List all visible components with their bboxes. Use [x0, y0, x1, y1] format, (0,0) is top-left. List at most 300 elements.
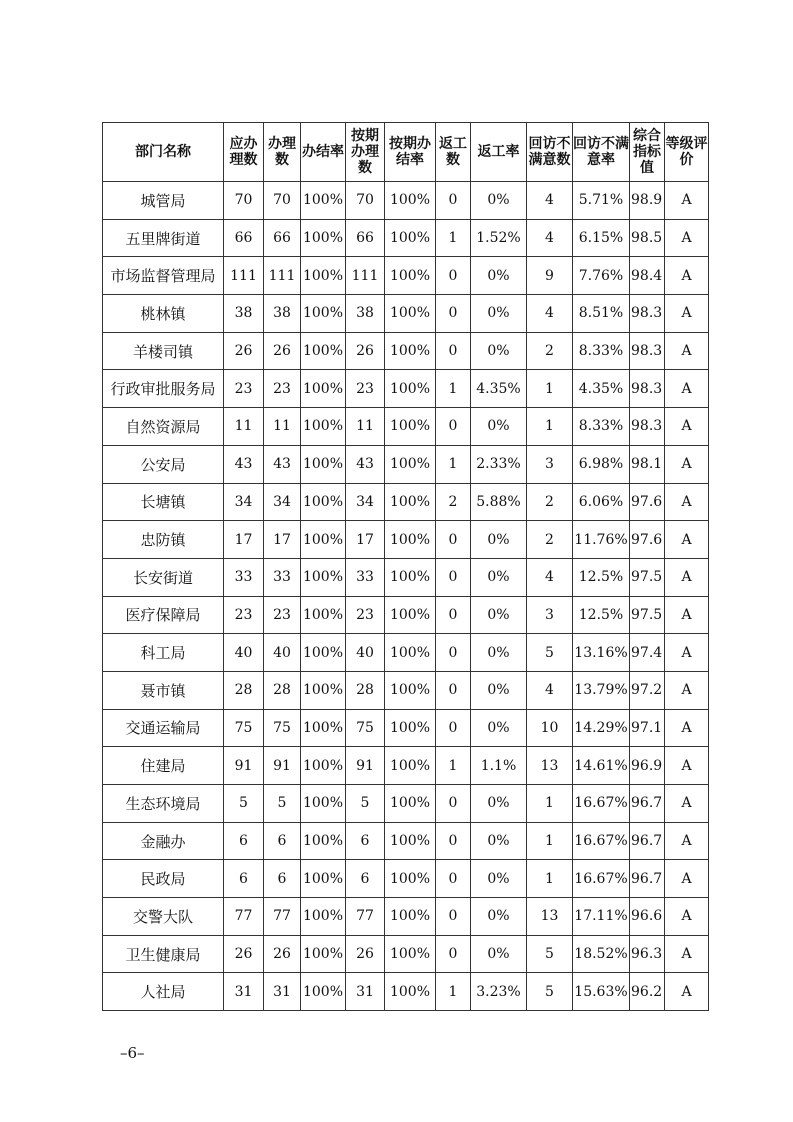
table-cell: 77	[224, 898, 264, 936]
table-cell: 6	[346, 860, 385, 898]
table-cell: 100%	[385, 558, 436, 596]
table-cell: 43	[224, 445, 264, 483]
department-name: 医疗保障局	[103, 596, 224, 634]
table-cell: 0%	[471, 822, 527, 860]
table-cell: 5.88%	[471, 483, 527, 521]
table-cell: 0	[436, 521, 471, 559]
table-cell: 4	[527, 182, 573, 220]
table-cell: 1.52%	[471, 219, 527, 257]
column-header: 办结率	[301, 123, 346, 182]
department-name: 科工局	[103, 634, 224, 672]
table-cell: 100%	[301, 747, 346, 785]
table-cell: 0	[436, 785, 471, 823]
table-cell: 4.35%	[573, 370, 630, 408]
table-cell: 98.3	[630, 370, 665, 408]
table-cell: 97.6	[630, 521, 665, 559]
table-cell: 100%	[301, 408, 346, 446]
table-cell: 100%	[301, 596, 346, 634]
table-cell: 98.3	[630, 295, 665, 333]
table-cell: 4	[527, 219, 573, 257]
table-cell: 23	[224, 370, 264, 408]
table-cell: 26	[264, 935, 301, 973]
table-cell: 1	[527, 822, 573, 860]
table-cell: 0	[436, 295, 471, 333]
table-cell: 0	[436, 332, 471, 370]
column-header: 按期办结率	[385, 123, 436, 182]
table-cell: 5.71%	[573, 182, 630, 220]
department-name: 忠防镇	[103, 521, 224, 559]
table-cell: 6	[224, 822, 264, 860]
table-cell: 15.63%	[573, 973, 630, 1011]
table-cell: A	[665, 973, 709, 1011]
table-cell: 100%	[301, 257, 346, 295]
table-cell: 97.5	[630, 558, 665, 596]
table-cell: 38	[224, 295, 264, 333]
table-row	[103, 785, 709, 823]
table-cell: 1	[436, 747, 471, 785]
table-cell: 0%	[471, 634, 527, 672]
table-cell: 100%	[385, 483, 436, 521]
department-name: 交通运输局	[103, 709, 224, 747]
department-name: 五里牌街道	[103, 219, 224, 257]
column-header: 返工数	[436, 123, 471, 182]
table-cell: 91	[264, 747, 301, 785]
department-name: 生态环境局	[103, 785, 224, 823]
table-cell: 91	[346, 747, 385, 785]
table-row	[103, 219, 709, 257]
table-cell: 0%	[471, 558, 527, 596]
table-cell: A	[665, 182, 709, 220]
table-row	[103, 445, 709, 483]
column-header: 返工率	[471, 123, 527, 182]
table-cell: A	[665, 596, 709, 634]
table-cell: 1	[527, 408, 573, 446]
table-cell: 70	[346, 182, 385, 220]
department-name: 人社局	[103, 973, 224, 1011]
table-cell: 98.1	[630, 445, 665, 483]
table-cell: A	[665, 521, 709, 559]
table-row	[103, 822, 709, 860]
table-cell: 100%	[385, 445, 436, 483]
table-cell: 2.33%	[471, 445, 527, 483]
table-cell: 0%	[471, 709, 527, 747]
table-cell: 100%	[385, 182, 436, 220]
table-cell: 0	[436, 860, 471, 898]
table-cell: 38	[346, 295, 385, 333]
table-row	[103, 898, 709, 936]
table-cell: 100%	[301, 671, 346, 709]
table-cell: A	[665, 257, 709, 295]
table-cell: 17	[346, 521, 385, 559]
department-name: 自然资源局	[103, 408, 224, 446]
department-name: 卫生健康局	[103, 935, 224, 973]
department-name: 公安局	[103, 445, 224, 483]
table-cell: 11	[346, 408, 385, 446]
table-cell: 11.76%	[573, 521, 630, 559]
table-cell: A	[665, 483, 709, 521]
table-cell: 31	[224, 973, 264, 1011]
table-cell: 96.2	[630, 973, 665, 1011]
table-cell: 75	[264, 709, 301, 747]
table-cell: 97.4	[630, 634, 665, 672]
table-cell: A	[665, 709, 709, 747]
table-cell: 100%	[385, 295, 436, 333]
table-cell: 0%	[471, 671, 527, 709]
table-cell: 100%	[301, 445, 346, 483]
table-cell: A	[665, 898, 709, 936]
table-cell: 4.35%	[471, 370, 527, 408]
table-cell: 1	[436, 973, 471, 1011]
table-cell: 6.06%	[573, 483, 630, 521]
table-cell: A	[665, 445, 709, 483]
table-cell: 4	[527, 671, 573, 709]
table-cell: 26	[224, 332, 264, 370]
table-cell: 11	[224, 408, 264, 446]
table-cell: 0	[436, 596, 471, 634]
table-cell: 33	[264, 558, 301, 596]
table-cell: 100%	[385, 898, 436, 936]
table-row	[103, 408, 709, 446]
department-name: 交警大队	[103, 898, 224, 936]
table-cell: 100%	[301, 295, 346, 333]
table-cell: 70	[224, 182, 264, 220]
table-cell: 100%	[385, 257, 436, 295]
table-cell: 100%	[385, 332, 436, 370]
table-cell: 26	[346, 935, 385, 973]
table-row	[103, 709, 709, 747]
table-cell: A	[665, 558, 709, 596]
table-cell: 100%	[385, 709, 436, 747]
table-cell: A	[665, 332, 709, 370]
department-name: 金融办	[103, 822, 224, 860]
table-cell: 0	[436, 671, 471, 709]
table-cell: 33	[224, 558, 264, 596]
table-cell: 100%	[385, 935, 436, 973]
table-cell: 7.76%	[573, 257, 630, 295]
table-cell: 1	[436, 370, 471, 408]
table-cell: 5	[527, 634, 573, 672]
table-cell: 98.3	[630, 332, 665, 370]
table-cell: 43	[264, 445, 301, 483]
department-name: 城管局	[103, 182, 224, 220]
table-cell: 13	[527, 747, 573, 785]
table-cell: 75	[224, 709, 264, 747]
table-cell: A	[665, 634, 709, 672]
table-cell: 100%	[301, 709, 346, 747]
table-cell: 18.52%	[573, 935, 630, 973]
table-cell: 77	[264, 898, 301, 936]
table-cell: 0%	[471, 257, 527, 295]
table-cell: 98.9	[630, 182, 665, 220]
table-cell: 100%	[385, 370, 436, 408]
table-cell: 97.1	[630, 709, 665, 747]
table-cell: 98.4	[630, 257, 665, 295]
table-cell: 31	[264, 973, 301, 1011]
table-cell: A	[665, 860, 709, 898]
table-cell: 0	[436, 182, 471, 220]
table-cell: 28	[346, 671, 385, 709]
table-cell: 0%	[471, 898, 527, 936]
table-cell: 6	[264, 822, 301, 860]
table-row	[103, 860, 709, 898]
table-cell: 17.11%	[573, 898, 630, 936]
table-cell: 5	[527, 935, 573, 973]
table-cell: A	[665, 408, 709, 446]
column-header: 回访不满意数	[527, 123, 573, 182]
table-cell: 17	[264, 521, 301, 559]
table-cell: 100%	[301, 521, 346, 559]
table-cell: 16.67%	[573, 785, 630, 823]
table-cell: 5	[224, 785, 264, 823]
table-cell: 0%	[471, 860, 527, 898]
page-number: –6–	[120, 1044, 145, 1062]
table-cell: 26	[224, 935, 264, 973]
column-header: 按期办理数	[346, 123, 385, 182]
table-cell: 100%	[301, 634, 346, 672]
department-name: 桃林镇	[103, 295, 224, 333]
table-cell: 10	[527, 709, 573, 747]
table-cell: 0	[436, 634, 471, 672]
table-cell: 12.5%	[573, 558, 630, 596]
table-row	[103, 295, 709, 333]
table-row	[103, 634, 709, 672]
table-cell: 66	[224, 219, 264, 257]
table-cell: 0	[436, 822, 471, 860]
table-cell: 1.1%	[471, 747, 527, 785]
table-cell: 1	[527, 785, 573, 823]
table-cell: 100%	[301, 558, 346, 596]
table-cell: 111	[346, 257, 385, 295]
table-cell: 43	[346, 445, 385, 483]
department-name: 长安街道	[103, 558, 224, 596]
table-cell: 96.7	[630, 860, 665, 898]
table-cell: 16.67%	[573, 822, 630, 860]
table-row	[103, 257, 709, 295]
table-cell: 100%	[385, 634, 436, 672]
table-cell: 2	[436, 483, 471, 521]
table-row	[103, 671, 709, 709]
table-cell: 100%	[385, 596, 436, 634]
table-cell: 0	[436, 408, 471, 446]
table-cell: 26	[346, 332, 385, 370]
column-header: 综合指标值	[630, 123, 665, 182]
table-cell: 11	[264, 408, 301, 446]
table-cell: 13	[527, 898, 573, 936]
table-cell: 96.3	[630, 935, 665, 973]
department-name: 羊楼司镇	[103, 332, 224, 370]
table-cell: 1	[527, 860, 573, 898]
table-cell: 40	[346, 634, 385, 672]
table-cell: 66	[264, 219, 301, 257]
table-cell: 100%	[301, 973, 346, 1011]
table-cell: 1	[527, 370, 573, 408]
table-cell: 96.7	[630, 785, 665, 823]
table-cell: 6.15%	[573, 219, 630, 257]
table-cell: 66	[346, 219, 385, 257]
table-row	[103, 935, 709, 973]
table-cell: 0%	[471, 332, 527, 370]
table-row	[103, 483, 709, 521]
table-header-row	[103, 123, 709, 182]
table-cell: A	[665, 370, 709, 408]
table-cell: 16.67%	[573, 860, 630, 898]
table-cell: 40	[264, 634, 301, 672]
column-header: 等级评价	[665, 123, 709, 182]
table-cell: 97.6	[630, 483, 665, 521]
table-cell: 111	[224, 257, 264, 295]
table-cell: 2	[527, 332, 573, 370]
table-cell: 1	[436, 445, 471, 483]
table-cell: 100%	[301, 935, 346, 973]
table-cell: 13.79%	[573, 671, 630, 709]
table-cell: 8.33%	[573, 408, 630, 446]
table-cell: 26	[264, 332, 301, 370]
department-evaluation-table	[102, 122, 709, 1011]
table-cell: 0%	[471, 785, 527, 823]
table-cell: 70	[264, 182, 301, 220]
table-cell: 17	[224, 521, 264, 559]
table-cell: 100%	[385, 408, 436, 446]
table-row	[103, 521, 709, 559]
table-cell: 0	[436, 558, 471, 596]
table-cell: 77	[346, 898, 385, 936]
table-cell: 9	[527, 257, 573, 295]
table-cell: 23	[346, 596, 385, 634]
table-cell: 0%	[471, 521, 527, 559]
table-cell: 96.6	[630, 898, 665, 936]
table-cell: 23	[264, 596, 301, 634]
table-cell: 0	[436, 709, 471, 747]
table-row	[103, 596, 709, 634]
table-cell: A	[665, 671, 709, 709]
table-cell: 100%	[301, 785, 346, 823]
table-cell: 96.9	[630, 747, 665, 785]
table-cell: 98.5	[630, 219, 665, 257]
table-cell: 31	[346, 973, 385, 1011]
table-cell: A	[665, 747, 709, 785]
department-name: 长塘镇	[103, 483, 224, 521]
table-row	[103, 558, 709, 596]
table-cell: 100%	[385, 219, 436, 257]
table-cell: 0%	[471, 935, 527, 973]
table-row	[103, 332, 709, 370]
table-cell: 38	[264, 295, 301, 333]
table-cell: 0%	[471, 408, 527, 446]
table-cell: 100%	[301, 860, 346, 898]
table-cell: 1	[436, 219, 471, 257]
table-cell: 0%	[471, 182, 527, 220]
column-header: 应办理数	[224, 123, 264, 182]
table-cell: 97.5	[630, 596, 665, 634]
table-cell: 100%	[301, 483, 346, 521]
table-cell: 0	[436, 898, 471, 936]
table-cell: 6	[264, 860, 301, 898]
table-cell: A	[665, 822, 709, 860]
table-cell: 100%	[301, 219, 346, 257]
column-header: 部门名称	[103, 123, 224, 182]
table-cell: A	[665, 785, 709, 823]
table-cell: 97.2	[630, 671, 665, 709]
table-cell: 8.51%	[573, 295, 630, 333]
table-cell: 111	[264, 257, 301, 295]
table-cell: 5	[346, 785, 385, 823]
table-cell: 4	[527, 295, 573, 333]
table-cell: 6.98%	[573, 445, 630, 483]
table-cell: 100%	[385, 747, 436, 785]
table-cell: 5	[264, 785, 301, 823]
department-name: 行政审批服务局	[103, 370, 224, 408]
department-name: 聂市镇	[103, 671, 224, 709]
table-cell: 34	[264, 483, 301, 521]
table-cell: 0%	[471, 295, 527, 333]
table-cell: 75	[346, 709, 385, 747]
table-cell: 8.33%	[573, 332, 630, 370]
table-cell: 14.29%	[573, 709, 630, 747]
table-cell: 3	[527, 596, 573, 634]
table-cell: 6	[346, 822, 385, 860]
department-name: 市场监督管理局	[103, 257, 224, 295]
table-cell: 100%	[385, 671, 436, 709]
table-cell: 12.5%	[573, 596, 630, 634]
table-row	[103, 182, 709, 220]
table-cell: 2	[527, 483, 573, 521]
table-cell: 5	[527, 973, 573, 1011]
table-cell: A	[665, 295, 709, 333]
table-cell: 100%	[301, 822, 346, 860]
table-cell: 23	[346, 370, 385, 408]
table-cell: 100%	[385, 973, 436, 1011]
table-cell: 28	[264, 671, 301, 709]
table-cell: 13.16%	[573, 634, 630, 672]
table-cell: 3.23%	[471, 973, 527, 1011]
table-cell: 0	[436, 935, 471, 973]
table-cell: 4	[527, 558, 573, 596]
table-cell: 34	[224, 483, 264, 521]
table-cell: 100%	[385, 860, 436, 898]
table-cell: 28	[224, 671, 264, 709]
table-cell: 0	[436, 257, 471, 295]
department-name: 住建局	[103, 747, 224, 785]
table-cell: 100%	[301, 370, 346, 408]
table-cell: 98.3	[630, 408, 665, 446]
table-cell: 40	[224, 634, 264, 672]
column-header: 办理数	[264, 123, 301, 182]
column-header: 回访不满意率	[573, 123, 630, 182]
table-cell: 6	[224, 860, 264, 898]
table-cell: 91	[224, 747, 264, 785]
table-cell: 100%	[301, 182, 346, 220]
table-cell: 34	[346, 483, 385, 521]
table-row	[103, 747, 709, 785]
table-cell: 100%	[385, 822, 436, 860]
table-cell: 100%	[301, 898, 346, 936]
table-cell: A	[665, 219, 709, 257]
table-cell: 0%	[471, 596, 527, 634]
table-cell: 3	[527, 445, 573, 483]
department-name: 民政局	[103, 860, 224, 898]
table-cell: 100%	[385, 521, 436, 559]
table-cell: 100%	[301, 332, 346, 370]
table-cell: A	[665, 935, 709, 973]
table-cell: 2	[527, 521, 573, 559]
table-row	[103, 370, 709, 408]
table-cell: 33	[346, 558, 385, 596]
table-cell: 14.61%	[573, 747, 630, 785]
table-cell: 96.7	[630, 822, 665, 860]
table-cell: 23	[264, 370, 301, 408]
table-cell: 23	[224, 596, 264, 634]
table-row	[103, 973, 709, 1011]
